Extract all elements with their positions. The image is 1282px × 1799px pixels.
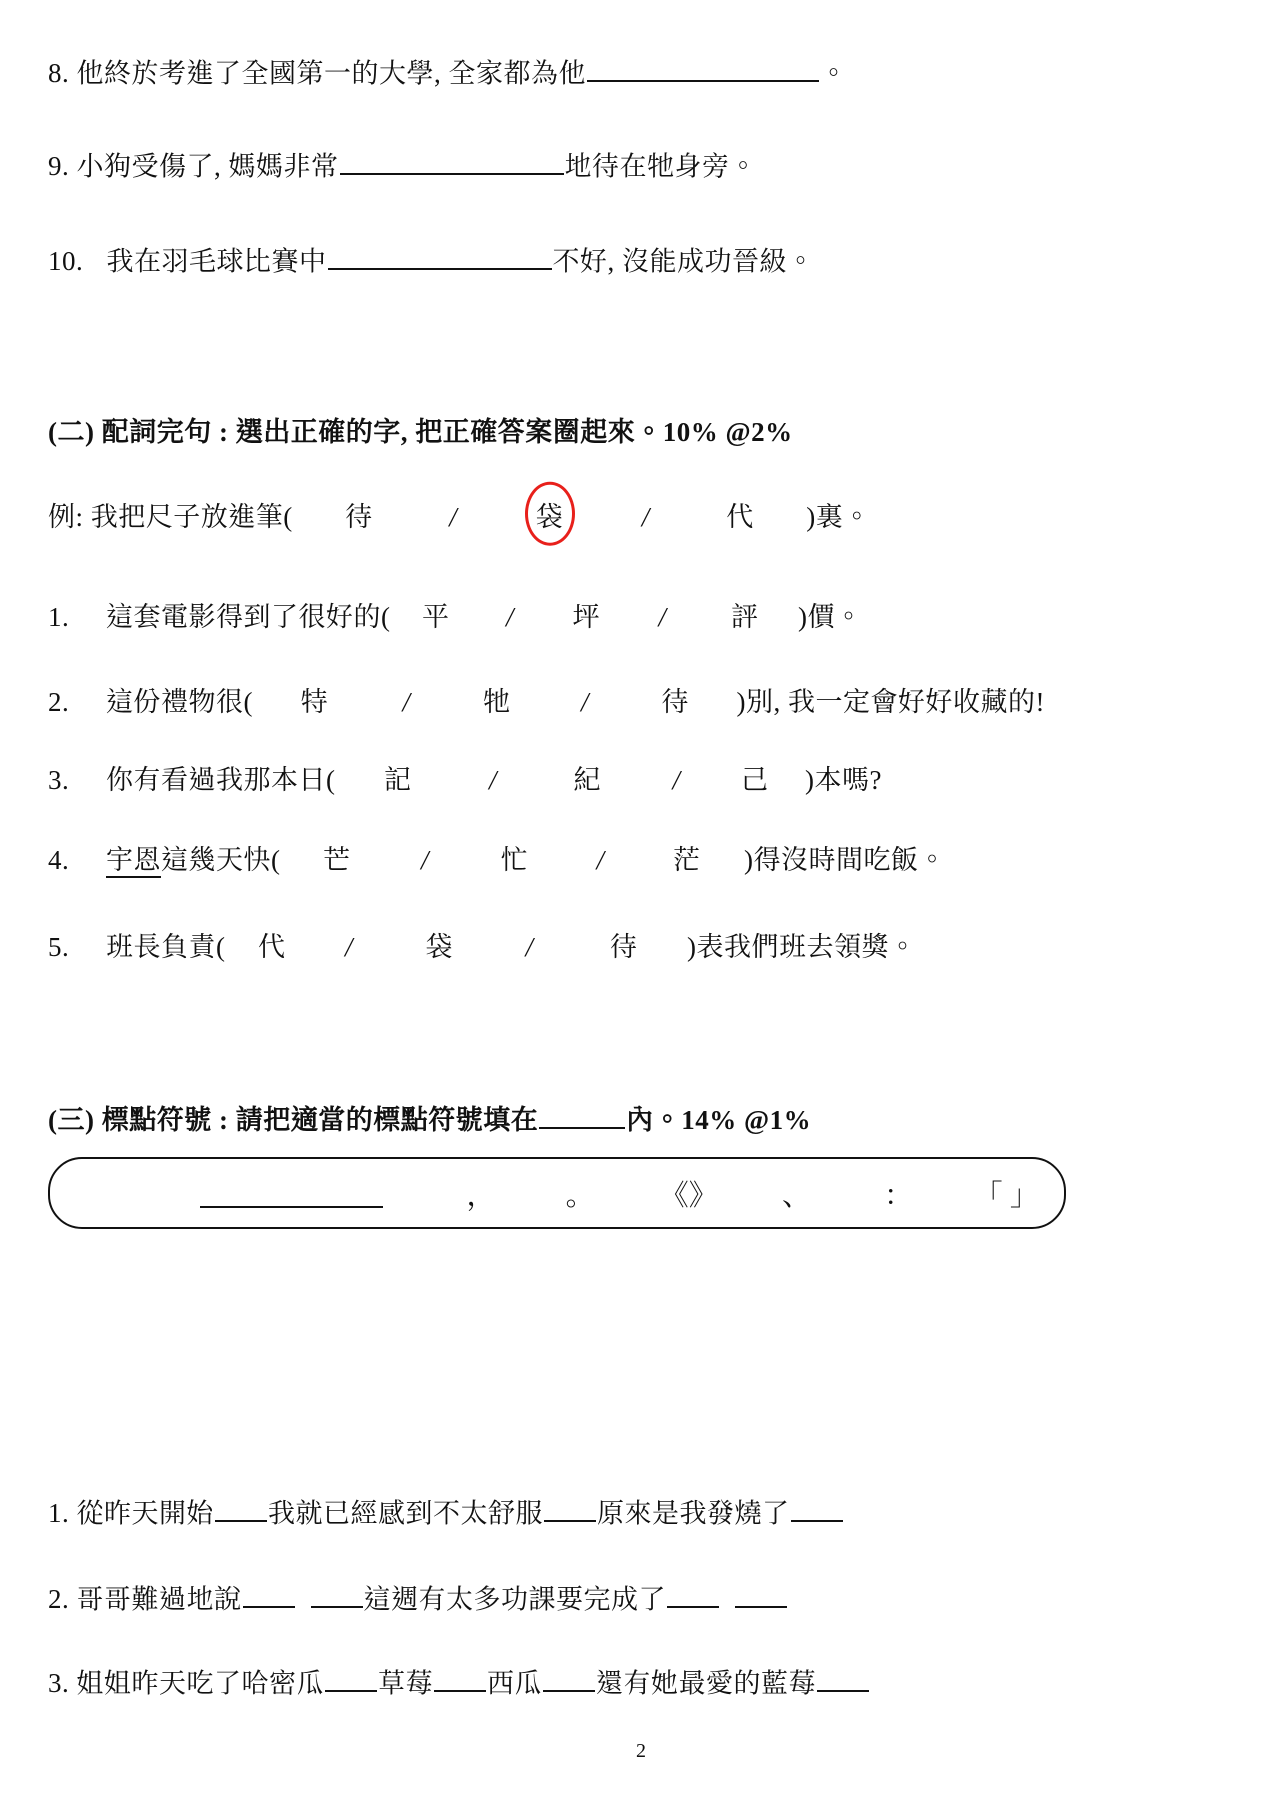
option-1[interactable]: 坪 xyxy=(572,602,600,632)
open-paren: ( xyxy=(381,602,391,632)
close-paren: ) xyxy=(798,602,808,632)
question-stem: 你有看過我那本日 xyxy=(106,765,326,795)
punctuation-blank[interactable] xyxy=(325,1662,377,1692)
option-1[interactable]: 紀 xyxy=(573,765,601,795)
part-2: 這週有太多功課要完成了 xyxy=(363,1584,666,1615)
question-stem: 這套電影得到了很好的 xyxy=(106,602,381,632)
open-paren: ( xyxy=(271,845,281,875)
example-stem: 我把尺子放進筆 xyxy=(90,502,284,532)
section-three-heading-after: 內。14% @1% xyxy=(626,1105,812,1135)
fill-in-item-10 xyxy=(48,240,1242,279)
item-text-after: 不好, 沒能成功晉級。 xyxy=(552,246,815,277)
question-stem: 這幾天快 xyxy=(161,845,271,875)
option-2[interactable]: 己 xyxy=(741,765,769,795)
punctuation-blank[interactable] xyxy=(434,1662,486,1692)
punctuation-mark-period: 。 xyxy=(565,1179,595,1212)
fill-in-item-9 xyxy=(48,145,1242,184)
item-number: 2. xyxy=(48,687,70,717)
open-paren: ( xyxy=(216,932,226,962)
punctuation-blank[interactable] xyxy=(667,1578,719,1608)
punctuation-reference-box xyxy=(48,1157,1066,1229)
fill-in-item-8 xyxy=(48,52,1242,91)
option-separator: / xyxy=(672,765,681,795)
punctuation-list xyxy=(50,1159,1064,1227)
part-2: 原來是我發燒了 xyxy=(597,1498,790,1529)
punctuation-blank[interactable] xyxy=(791,1492,843,1522)
item-text-before: 我在羽毛球比賽中 xyxy=(106,246,327,277)
question-tail: 價。 xyxy=(807,602,863,632)
part-3: 還有她最愛的藍莓 xyxy=(596,1668,816,1699)
example-tail: 裏。 xyxy=(815,502,871,532)
option-0[interactable]: 特 xyxy=(300,687,328,717)
punctuation-mark-comma: ， xyxy=(466,1179,496,1212)
punctuation-blank[interactable] xyxy=(544,1492,596,1522)
answer-blank[interactable] xyxy=(340,145,564,175)
option-0[interactable]: 記 xyxy=(384,765,412,795)
item-text-before: 他終於考進了全國第一的大學, 全家都為他 xyxy=(76,58,586,89)
close-paren: ) xyxy=(744,845,754,875)
option-separator: / xyxy=(525,932,534,962)
option-separator: / xyxy=(420,845,429,875)
mc-question-3 xyxy=(48,758,1252,797)
open-paren: ( xyxy=(283,502,293,532)
option-separator: / xyxy=(641,502,650,532)
example-label: 例: xyxy=(48,502,84,532)
question-tail: 得沒時間吃飯。 xyxy=(753,845,946,875)
punctuation-mark-book-title: 《》 xyxy=(659,1179,718,1212)
question-tail: 別, 我一定會好好收藏的! xyxy=(746,687,1045,717)
punctuation-question-1 xyxy=(48,1492,1242,1531)
option-1[interactable]: 袋 xyxy=(425,932,453,962)
punctuation-blank[interactable] xyxy=(243,1578,295,1608)
close-paren: ) xyxy=(806,502,816,532)
item-number: 1. xyxy=(48,602,70,632)
question-stem: 這份禮物很 xyxy=(106,687,244,717)
section-two-example xyxy=(48,495,1252,534)
option-0[interactable]: 代 xyxy=(258,932,286,962)
punctuation-mark-colon: ： xyxy=(884,1179,914,1212)
part-1: 我就已經感到不太舒服 xyxy=(268,1498,543,1529)
option-1[interactable]: 牠 xyxy=(483,687,511,717)
option-separator: / xyxy=(505,602,514,632)
option-separator: / xyxy=(402,687,411,717)
item-number: 2. xyxy=(48,1584,70,1615)
item-number: 10. xyxy=(48,246,84,277)
open-paren: ( xyxy=(243,687,253,717)
punctuation-question-3 xyxy=(48,1662,1242,1701)
punctuation-mark-quote: 「 」 xyxy=(973,1179,1039,1212)
punctuation-blank[interactable] xyxy=(735,1578,787,1608)
option-2[interactable]: 評 xyxy=(731,602,759,632)
option-0[interactable]: 平 xyxy=(422,602,450,632)
option-separator: / xyxy=(658,602,667,632)
item-number: 8. xyxy=(48,58,70,89)
part-2: 西瓜 xyxy=(487,1668,542,1699)
answer-blank[interactable] xyxy=(328,240,552,270)
option-separator: / xyxy=(344,932,353,962)
punctuation-blank[interactable] xyxy=(215,1492,267,1522)
punctuation-blank[interactable] xyxy=(543,1662,595,1692)
option-separator: / xyxy=(449,502,458,532)
punctuation-blank[interactable] xyxy=(817,1662,869,1692)
item-number: 3. xyxy=(48,1668,70,1699)
section-three-heading-before: (三) 標點符號 : 請把適當的標點符號填在 xyxy=(48,1105,539,1135)
mc-question-1 xyxy=(48,595,1252,634)
heading-blank xyxy=(539,1099,625,1129)
part-1: 草莓 xyxy=(378,1668,433,1699)
open-paren: ( xyxy=(326,765,336,795)
question-tail: 本嗎? xyxy=(814,765,882,795)
close-paren: ) xyxy=(805,765,815,795)
option-separator: / xyxy=(596,845,605,875)
close-paren: ) xyxy=(736,687,746,717)
option-2[interactable]: 茫 xyxy=(673,845,701,875)
punctuation-blank-mark xyxy=(200,1178,383,1208)
mc-question-2 xyxy=(48,680,1252,719)
option-2[interactable]: 待 xyxy=(661,687,689,717)
mc-question-5 xyxy=(48,925,1252,964)
item-number: 9. xyxy=(48,151,70,182)
item-text-after: 地待在牠身旁。 xyxy=(564,151,757,182)
section-three-heading xyxy=(48,1098,1242,1137)
item-number: 4. xyxy=(48,845,70,875)
item-number: 1. xyxy=(48,1498,70,1529)
answer-blank[interactable] xyxy=(587,52,819,82)
part-0: 從昨天開始 xyxy=(76,1498,214,1529)
part-0: 哥哥難過地說 xyxy=(76,1584,242,1615)
mc-question-4 xyxy=(48,838,1252,877)
punctuation-blank[interactable] xyxy=(311,1578,363,1608)
option-1-circled[interactable]: 袋 xyxy=(489,495,611,534)
option-separator: / xyxy=(488,765,497,795)
item-text-before: 小狗受傷了, 媽媽非常 xyxy=(76,151,339,182)
item-text-after: 。 xyxy=(820,58,848,89)
item-number: 3. xyxy=(48,765,70,795)
punctuation-question-2 xyxy=(48,1578,1242,1617)
option-1[interactable]: 忙 xyxy=(500,845,528,875)
section-two-heading: (二) 配詞完句 : 選出正確的字, 把正確答案圈起來。10% @2% xyxy=(48,417,793,447)
punctuation-mark-enumeration: 、 xyxy=(782,1179,812,1212)
option-separator: / xyxy=(580,687,589,717)
question-stem: 班長負責 xyxy=(106,932,216,962)
close-paren: ) xyxy=(687,932,697,962)
option-2[interactable]: 代 xyxy=(726,502,754,532)
underlined-name: 宇恩 xyxy=(106,845,161,878)
option-0[interactable]: 芒 xyxy=(323,845,351,875)
page-number: 2 xyxy=(636,1740,646,1762)
option-0[interactable]: 待 xyxy=(345,502,373,532)
option-2[interactable]: 待 xyxy=(610,932,638,962)
question-tail: 表我們班去領獎。 xyxy=(696,932,917,962)
part-0: 姐姐昨天吃了哈密瓜 xyxy=(76,1668,324,1699)
item-number: 5. xyxy=(48,932,70,962)
